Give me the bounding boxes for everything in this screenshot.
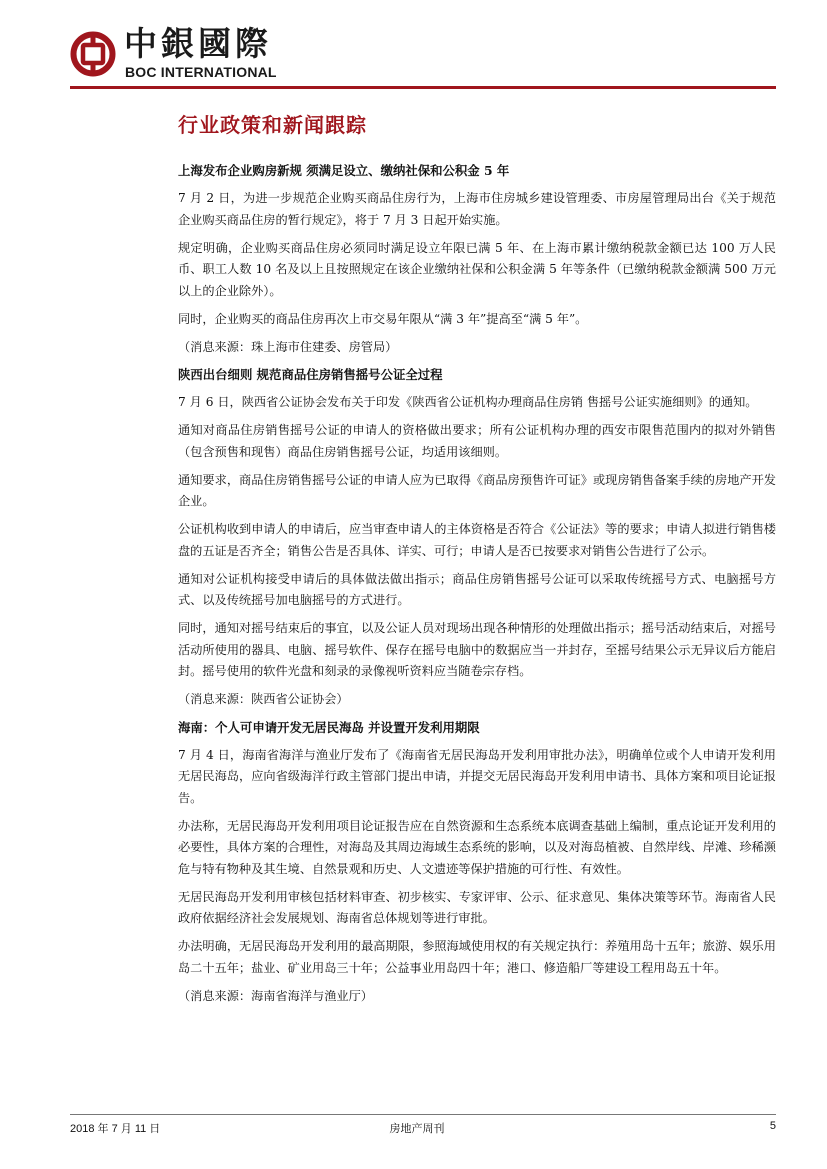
footer-publication-title: 房地产周刊 bbox=[389, 1122, 445, 1135]
news-paragraph: 7 月 4 日，海南省海洋与渔业厅发布了《海南省无居民海岛开发利用审批办法》，明确单位或个人申请开发利用无居民海岛，应向省级海洋行政主管部门提出申请，并提交无居民海岛开发利用申请书、具体方案和项目论证报告。 bbox=[178, 747, 776, 805]
news-paragraph: 办法明确，无居民海岛开发利用的最高期限，参照海域使用权的有关规定执行：养殖用岛十五年；旅游、娱乐用岛二十五年；盐业、矿业用岛三十年；公益事业用岛四十年；港口、修造船厂等建设工程用岛五十年。 bbox=[178, 939, 776, 975]
news-paragraph: 无居民海岛开发利用审核包括材料审查、初步核实、专家评审、公示、征求意见、集体决策等环节。海南省人民政府依据经济社会发展规划、海南省总体规划等进行审批。 bbox=[178, 889, 776, 925]
header-divider bbox=[70, 86, 776, 89]
news-paragraph: 7 月 6 日，陕西省公证协会发布关于印发《陕西省公证机构办理商品住房销 售摇号公证实施细则》的通知。 bbox=[178, 395, 758, 409]
news-item-shanghai bbox=[178, 162, 776, 358]
logo-chinese-text: 中銀國際 bbox=[124, 24, 272, 63]
news-heading: 陕西出台细则 规范商品住房销售摇号公证全过程 bbox=[178, 367, 443, 382]
news-paragraph: 通知对商品住房销售摇号公证的申请人的资格做出要求；所有公证机构办理的西安市限售范围内的拟对外销售（包含预售和现售）商品住房销售摇号公证，均适用该细则。 bbox=[178, 423, 776, 459]
news-paragraph: 通知要求，商品住房销售摇号公证的申请人应为已取得《商品房预售许可证》或现房销售备案手续的房地产开发企业。 bbox=[178, 472, 776, 508]
news-paragraph: 公证机构收到申请人的申请后，应当审查申请人的主体资格是否符合《公证法》等的要求；申请人拟进行销售楼盘的五证是否齐全；销售公告是否具体、详实、可行；申请人是否已按要求对销售公告进行了公示。 bbox=[178, 522, 776, 558]
news-paragraph: 7 月 2 日，为进一步规范企业购买商品住房行为，上海市住房城乡建设管理委、市房屋管理局出台《关于规范企业购买商品住房的暂行规定》，将于 7 月 3 日起开始实施。 bbox=[178, 191, 776, 227]
footer-date: 2018 年 7 月 11 日 bbox=[70, 1123, 161, 1135]
news-paragraph: 办法称，无居民海岛开发利用项目论证报告应在自然资源和生态系统本底调查基础上编制，重点论证开发利用的必要性，具体方案的合理性，对海岛及其周边海域生态系统的影响，以及对海岛植被、自然岸线、岸滩、珍稀濒危与特有物种及其生境、自然景观和历史、人文遗迹等保护措施的可行性、有效性。 bbox=[178, 818, 776, 876]
logo-english-text: BOC INTERNATIONAL bbox=[125, 64, 277, 80]
news-item-shaanxi bbox=[178, 366, 776, 711]
news-paragraph: 规定明确，企业购买商品住房必须同时满足设立年限已满 5 年、在上海市累计缴纳税款金额已达 100 万人民币、职工人数 10 名及以上且按照规定在该企业缴纳社保和公积金满 5 年等条件（已缴纳税款金额满 500 万元以上的企业除外）。 bbox=[178, 240, 776, 298]
footer-divider bbox=[70, 1114, 776, 1115]
news-heading: 海南：个人可申请开发无居民海岛 并设置开发利用期限 bbox=[178, 719, 480, 735]
news-heading: 上海发布企业购房新规 须满足设立、缴纳社保和公积金 5 年 bbox=[178, 163, 510, 178]
boc-logo-icon bbox=[70, 31, 116, 77]
page-number: 5 bbox=[769, 1120, 776, 1132]
news-source: （消息来源：陕西省公证协会） bbox=[178, 692, 349, 706]
news-item-hainan bbox=[178, 719, 776, 1008]
news-source: （消息来源：珠上海市住建委、房管局） bbox=[178, 339, 398, 354]
news-paragraph: 同时，通知对摇号结束后的事宜，以及公证人员对现场出现各种情形的处理做出指示；摇号活动结束后，对摇号活动所使用的器具、电脑、摇号软件、保存在摇号电脑中的数据应当一并封存，至摇号结果公示无异议后方能启封。摇号使用的软件光盘和刻录的录像视听资料应当随卷宗存档。 bbox=[178, 621, 776, 678]
news-source: （消息来源：海南省海洋与渔业厅） bbox=[178, 988, 373, 1003]
main-content bbox=[178, 110, 776, 1015]
news-paragraph: 同时，企业购买的商品住房再次上市交易年限从“满 3 年”提高至“满 5 年”。 bbox=[178, 311, 588, 326]
news-paragraph: 通知对公证机构接受申请后的具体做法做出指示；商品住房销售摇号公证可以采取传统摇号方式、电脑摇号方式、以及传统摇号加电脑摇号的方式进行。 bbox=[178, 571, 776, 607]
section-title: 行业政策和新闻跟踪 bbox=[178, 113, 367, 137]
